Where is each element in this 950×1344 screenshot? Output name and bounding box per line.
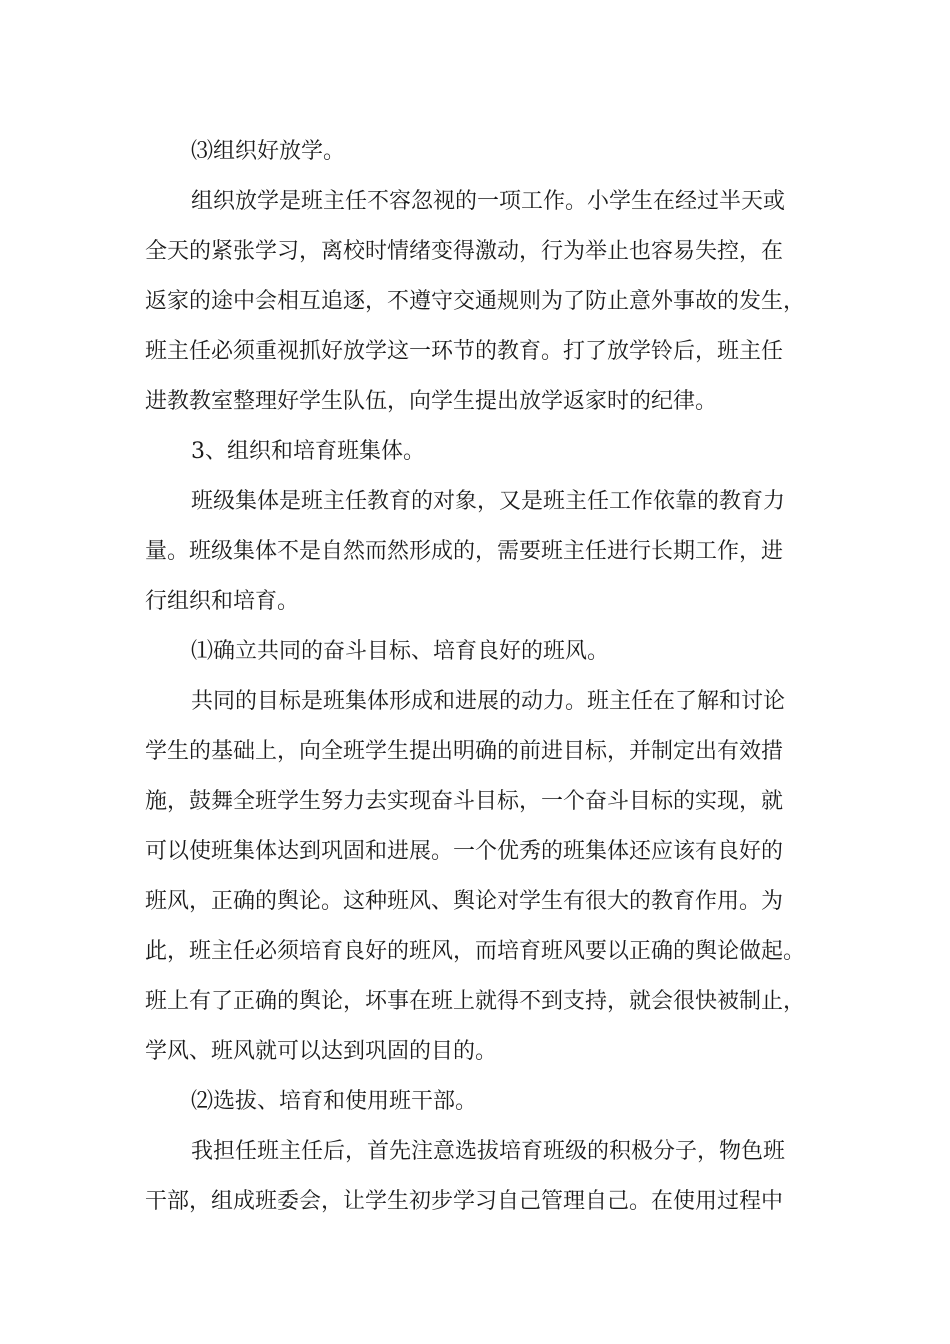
paragraph-class-cadres bbox=[145, 1127, 825, 1227]
text-line: 共同的目标是班集体形成和进展的动力。班主任在了解和讨论 bbox=[191, 689, 786, 714]
text-line: 全天的紧张学习，离校时情绪变得激动，行为举止也容易失控，在 bbox=[145, 239, 784, 264]
text-line: 班风，正确的舆论。这种班风、舆论对学生有很大的教育作用。为 bbox=[145, 889, 784, 914]
text-line: 可以使班集体达到巩固和进展。一个优秀的班集体还应该有良好的 bbox=[145, 839, 784, 864]
text-line: ⑵选拔、培育和使用班干部。 bbox=[191, 1089, 478, 1114]
paragraph-dismissal bbox=[145, 177, 825, 427]
text-line: 我担任班主任后，首先注意选拔培育班级的积极分子，物色班 bbox=[191, 1139, 786, 1164]
heading-common-goal bbox=[145, 627, 825, 677]
paragraph-common-goal bbox=[145, 677, 825, 1077]
text-line: 班主任必须重视抓好放学这一环节的教育。打了放学铃后，班主任 bbox=[145, 339, 784, 364]
text-line: 量。班级集体不是自然而然形成的，需要班主任进行长期工作，进 bbox=[145, 539, 784, 564]
text-line: ⑶组织好放学。 bbox=[191, 139, 346, 164]
text-line: 此，班主任必须培育良好的班风，而培育班风要以正确的舆论做起。 bbox=[145, 939, 806, 964]
text-line: 3、组织和培育班集体。 bbox=[191, 439, 425, 464]
text-line: 班上有了正确的舆论，坏事在班上就得不到支持，就会很快被制止， bbox=[145, 989, 806, 1014]
text-line: 施，鼓舞全班学生努力去实现奋斗目标，一个奋斗目标的实现，就 bbox=[145, 789, 784, 814]
text-line: 返家的途中会相互追逐，不遵守交通规则为了防止意外事故的发生， bbox=[145, 289, 806, 314]
text-line: 班级集体是班主任教育的对象，又是班主任工作依靠的教育力 bbox=[191, 489, 786, 514]
text-line: 学风、班风就可以达到巩固的目的。 bbox=[145, 1039, 498, 1064]
heading-class-collective bbox=[145, 427, 825, 477]
text-line: 学生的基础上，向全班学生提出明确的前进目标，并制定出有效措 bbox=[145, 739, 784, 764]
text-line: ⑴确立共同的奋斗目标、培育良好的班风。 bbox=[191, 639, 610, 664]
text-line: 行组织和培育。 bbox=[145, 589, 300, 614]
paragraph-class-collective bbox=[145, 477, 825, 627]
heading-dismissal bbox=[145, 127, 825, 177]
text-line: 组织放学是班主任不容忽视的一项工作。小学生在经过半天或 bbox=[191, 189, 786, 214]
heading-class-cadres bbox=[145, 1077, 825, 1127]
text-line: 干部，组成班委会，让学生初步学习自己管理自己。在使用过程中 bbox=[145, 1189, 784, 1214]
text-line: 进教教室整理好学生队伍，向学生提出放学返家时的纪律。 bbox=[145, 389, 718, 414]
